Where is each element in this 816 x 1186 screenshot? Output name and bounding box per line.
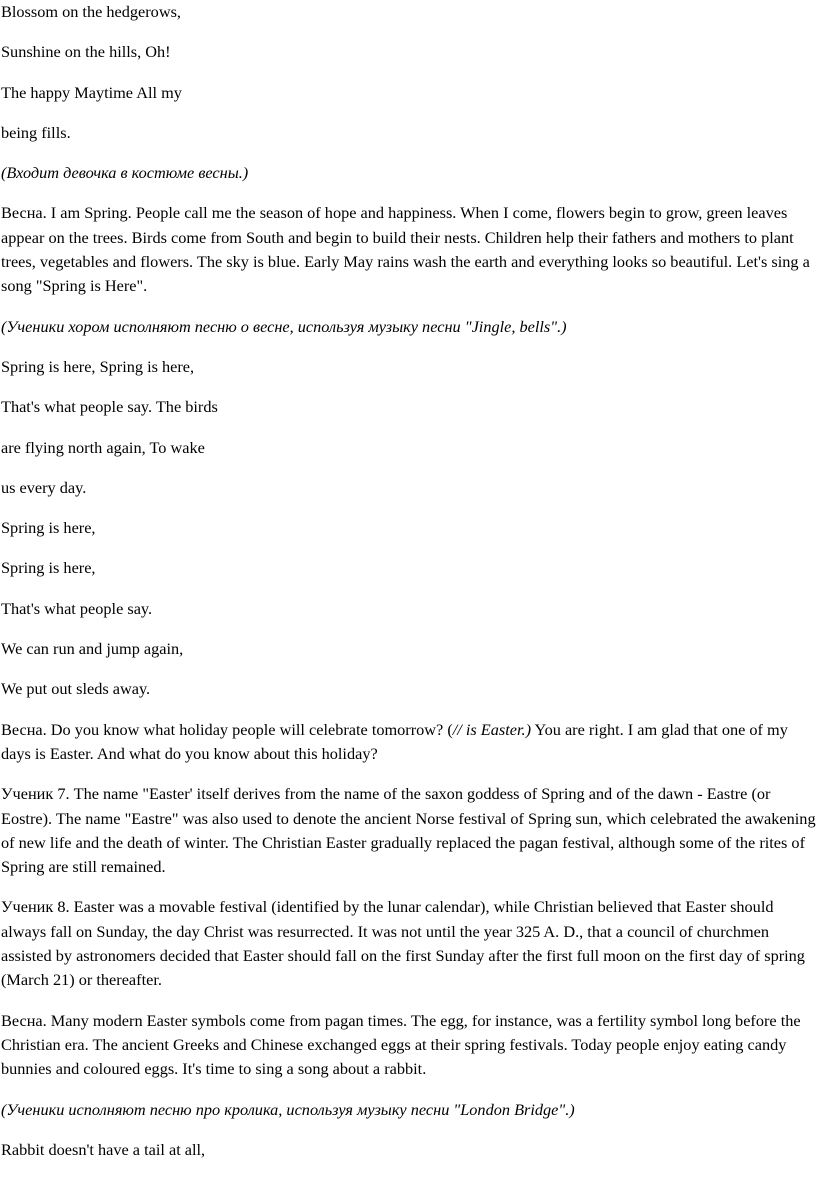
stage-direction-2: (Ученики хором исполняют песню о весне, используя музыку песни "Jingle, bells".) (1, 316, 567, 336)
song-line-5: Spring is here, (1, 518, 96, 538)
song-line-6: Spring is here, (1, 558, 96, 578)
paragraph-text: Easter was a movable festival (identified by the lunar calendar), while Christian believed that Easter should always fall on Sunday, the day Christ was resurrected. It was not until the year 325 A. D., that a council of churchmen assisted by astronomers decided that Easter should fall on the first Sunday after the first full moon on the first day of spring (March 21) or thereafter. (1, 897, 805, 990)
song-line-2: That's what people say. The birds (1, 397, 218, 417)
paragraph-text: I am Spring. People call me the season of hope and happiness. When I come, flowers begin to grow, green leaves appear on the trees. Birds come from South and begin to build their nests. Children help their fathers and mothers to plant trees, vegetables and flowers. The sky is blue. Early May rains wash the earth and everything looks so beautiful. Let's sing a song "Spring is Here". (1, 203, 810, 296)
paragraph-spring-3 (1, 1009, 816, 1082)
speaker-label: Весна. (1, 1010, 47, 1030)
rabbit-song-line-1: Rabbit doesn't have a tail at all, (1, 1139, 206, 1159)
paragraph-text: Do you know what holiday people will celebrate tomorrow? ( (46, 719, 453, 739)
speaker-label: Весна. (1, 719, 47, 739)
stage-direction-3: (Ученики исполняют песню про кролика, используя музыку песни "London Bridge".) (1, 1099, 575, 1119)
paragraph-text: Many modern Easter symbols come from pagan times. The egg, for instance, was a fertility symbol long before the Christian era. The ancient Greeks and Chinese exchanged eggs at their spring festivals. Today people enjoy eating candy bunnies and coloured eggs. It's time to sing a song about a rabbit. (1, 1010, 801, 1079)
stage-direction-1: (Входит девочка в костюме весны.) (1, 163, 249, 183)
speaker-label: Ученик 7. (1, 784, 70, 804)
verse-line-4: being fills. (1, 122, 71, 142)
speaker-label: Ученик 8. (1, 897, 70, 917)
verse-line-2: Sunshine on the hills, Oh! (1, 42, 171, 62)
verse-line-3: The happy Maytime All my (1, 82, 182, 102)
song-line-9: We put out sleds away. (1, 679, 151, 699)
paragraph-student-7 (1, 782, 816, 879)
song-line-7: That's what people say. (1, 598, 153, 618)
paragraph-text: You are right. I am glad that one of my days is Easter. And what do you know about this holiday? (1, 719, 788, 763)
paragraph-spring-2 (1, 718, 816, 767)
paragraph-text: The name "Easter' itself derives from the name of the saxon goddess of Spring and of the dawn - Eastre (or Eostre). The name "Eastre" was also used to denote the ancient Norse festival of Spring sun, which celebrated the awakening of new life and the death of winter. The Christian Easter gradually replaced the pagan festival, although some of the rites of Spring are still remained. (1, 784, 816, 877)
speaker-label: Весна. (1, 203, 47, 223)
song-line-8: We can run and jump again, (1, 639, 184, 659)
song-line-4: us every day. (1, 477, 87, 497)
song-line-1: Spring is here, Spring is here, (1, 356, 195, 376)
paragraph-spring-1 (1, 201, 816, 298)
paragraph-italic: // is Easter.) (452, 719, 531, 739)
paragraph-student-8 (1, 895, 816, 992)
song-line-3: are flying north again, To wake (1, 437, 205, 457)
verse-line-1: Blossom on the hedgerows, (1, 2, 181, 21)
